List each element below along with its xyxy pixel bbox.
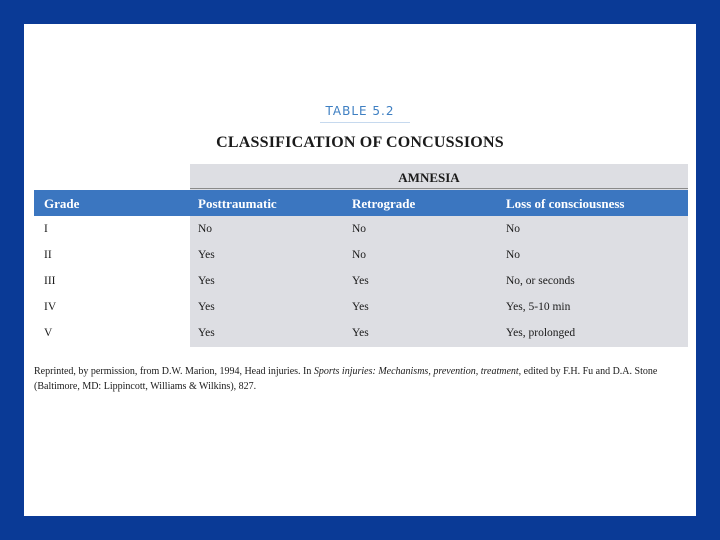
table-row — [34, 320, 688, 346]
header-posttraumatic: Posttraumatic — [198, 196, 277, 211]
column-header-row — [34, 190, 688, 216]
citation-suffix: edited by F.H. Fu and D.A. Stone (Baltimore, MD: Lippincott, Williams & Wilkins), 827. — [34, 366, 658, 392]
cell-retrograde: No — [352, 223, 367, 235]
cell-posttraumatic: No — [198, 223, 213, 235]
table-row — [34, 242, 688, 268]
cell-posttraumatic: Yes — [198, 327, 215, 339]
cell-loss-of-consciousness: Yes, prolonged — [506, 327, 576, 339]
header-grade: Grade — [44, 196, 80, 211]
cell-posttraumatic: Yes — [198, 301, 215, 313]
cell-loss-of-consciousness: Yes, 5-10 min — [506, 301, 571, 313]
amnesia-label: AMNESIA — [398, 170, 460, 185]
concussion-table — [34, 164, 688, 347]
cell-retrograde: Yes — [352, 275, 369, 287]
cell-loss-of-consciousness: No — [506, 223, 521, 235]
table-label: TABLE 5.2 — [325, 104, 395, 118]
table-row — [34, 216, 688, 242]
cell-posttraumatic: Yes — [198, 275, 215, 287]
citation-book-title: Sports injuries: Mechanisms, prevention, treatment, — [313, 366, 522, 377]
source-citation — [34, 364, 686, 394]
cell-grade: II — [44, 249, 52, 261]
cell-grade: III — [44, 275, 56, 287]
citation-prefix: Reprinted, by permission, from D.W. Marion, 1994, Head injuries. In — [34, 366, 314, 377]
label-underline — [320, 122, 410, 123]
amnesia-group-header — [190, 164, 688, 190]
table-title: CLASSIFICATION OF CONCUSSIONS — [216, 134, 504, 151]
cell-loss-of-consciousness: No, or seconds — [506, 275, 575, 287]
cell-grade: V — [44, 327, 53, 339]
cell-loss-of-consciousness: No — [506, 249, 521, 261]
slide — [24, 24, 696, 516]
cell-grade: IV — [44, 301, 57, 313]
cell-grade: I — [44, 223, 48, 235]
header-retrograde: Retrograde — [352, 196, 416, 211]
cell-retrograde: No — [352, 249, 367, 261]
table-row — [34, 268, 688, 294]
cell-retrograde: Yes — [352, 301, 369, 313]
header-loss-of-consciousness: Loss of consciousness — [506, 196, 625, 211]
cell-retrograde: Yes — [352, 327, 369, 339]
group-header-divider — [190, 188, 688, 189]
table-row — [34, 294, 688, 320]
cell-posttraumatic: Yes — [198, 249, 215, 261]
table-body — [34, 216, 688, 347]
